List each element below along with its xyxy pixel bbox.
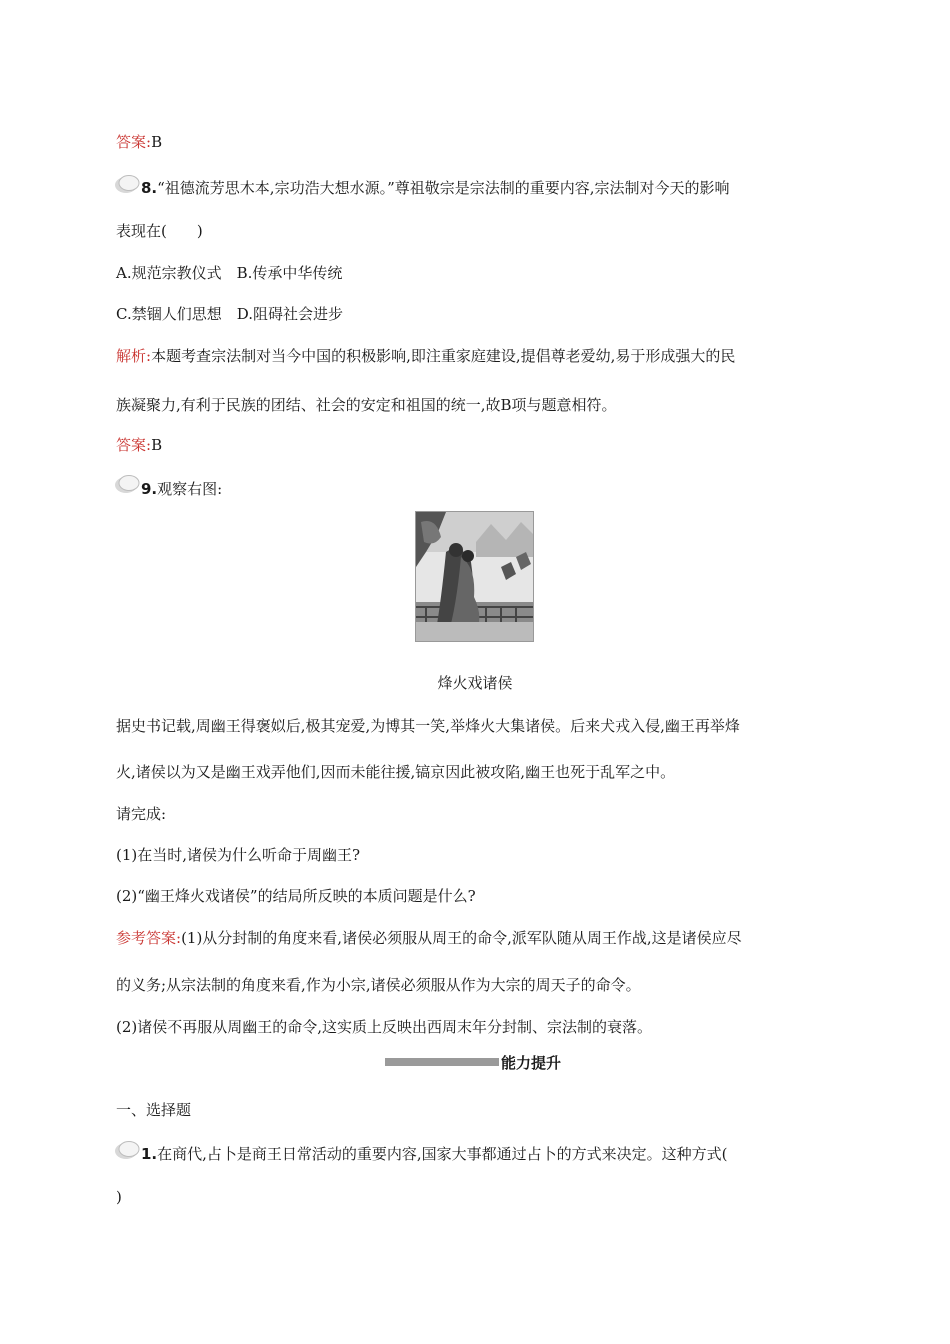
options-cd: C.禁锢人们思想 D.阻碍社会进步 — [116, 305, 343, 323]
passage-line-2: 火,诸侯以为又是幽王戏弄他们,因而未能往援,镐京因此被攻陷,幽王也死于乱军之中。 — [116, 763, 676, 781]
analysis-text-cont: 族凝聚力,有利于民族的团结、社会的安定和祖国的统一,故B项与题意相符。 — [116, 396, 617, 414]
reference-answer-2: (2)诸侯不再服从周幽王的命令,这实质上反映出西周末年分封制、宗法制的衰落。 — [116, 1018, 653, 1036]
reference-answer — [116, 928, 742, 948]
section-title: 能力提升 — [501, 1053, 562, 1072]
task-prompt: 请完成: — [116, 805, 167, 823]
illustration-image — [415, 511, 534, 642]
question-number: 8. — [141, 179, 158, 197]
section-bar — [385, 1058, 499, 1066]
answer-label: 答案: — [116, 436, 152, 454]
question-8 — [141, 178, 730, 198]
sub-question-2: (2)“幽王烽火戏诸侯”的结局所反映的本质问题是什么? — [116, 887, 476, 905]
answer-7 — [116, 132, 162, 152]
passage-line-1: 据史书记载,周幽王得褒姒后,极其宠爱,为博其一笑,举烽火大集诸侯。后来犬戎入侵,幽王再举烽 — [116, 717, 740, 735]
figure-caption: 烽火戏诸侯 — [437, 674, 513, 692]
question-number: 9. — [141, 480, 158, 498]
question-stem-cont: ) — [116, 1188, 122, 1206]
question-marker-icon — [114, 1139, 142, 1161]
answer-value: B — [151, 133, 163, 151]
answer-8 — [116, 435, 162, 455]
question-marker-icon — [114, 173, 142, 195]
question-stem: “祖德流芳思木本,宗功浩大想水源。”尊祖敬宗是宗法制的重要内容,宗法制对今天的影响 — [157, 179, 730, 197]
question-marker-icon — [114, 473, 142, 495]
answer-value: B — [151, 436, 163, 454]
reference-answer-cont: 的义务;从宗法制的角度来看,作为小宗,诸侯必须服从作为大宗的周天子的命令。 — [116, 976, 641, 994]
section-header — [385, 1052, 561, 1072]
question-1 — [141, 1144, 728, 1164]
sub-question-1: (1)在当时,诸侯为什么听命于周幽王? — [116, 846, 361, 864]
reference-answer-text: (1)从分封制的角度来看,诸侯必须服从周王的命令,派军队随从周王作战,这是诸侯应尽 — [181, 929, 742, 947]
options-ab: A.规范宗教仪式 B.传承中华传统 — [116, 264, 343, 282]
answer-label: 答案: — [116, 133, 152, 151]
question-9 — [141, 479, 222, 499]
question-stem: 观察右图: — [157, 480, 223, 498]
analysis-8 — [116, 346, 735, 366]
question-number: 1. — [141, 1145, 158, 1163]
part-title: 一、选择题 — [116, 1101, 192, 1119]
analysis-text: 本题考查宗法制对当今中国的积极影响,即注重家庭建设,提倡尊老爱幼,易于形成强大的民 — [151, 347, 736, 365]
question-stem: 在商代,占卜是商王日常活动的重要内容,国家大事都通过占卜的方式来决定。这种方式( — [157, 1145, 728, 1163]
question-stem-cont: 表现在( ) — [116, 222, 203, 240]
analysis-label: 解析: — [116, 347, 152, 365]
reference-answer-label: 参考答案: — [116, 929, 182, 947]
